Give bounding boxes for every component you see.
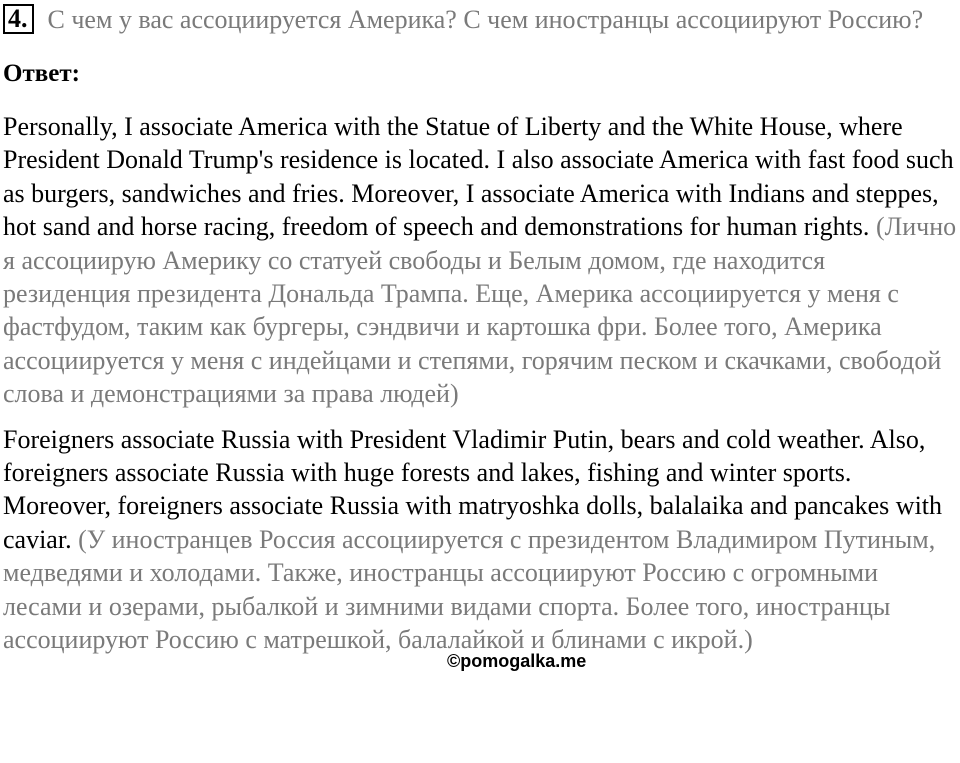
answer-paragraph-2 — [3, 423, 959, 657]
question — [3, 4, 959, 36]
answer-paragraph-2-english: Foreigners associate Russia with President Vladimir Putin, bears and cold weather. Also, foreigners associate Russia with huge forests and lakes, fishing and winter sports. Moreover, foreigners associate Russia with matryoshka dolls, balalaika and pancakes with caviar. — [3, 424, 943, 554]
answer-paragraph-1-translation: (Лично я ассоциирую Америку со статуей свободы и Белым домом, где находится резиденция президента Дональда Трампа. Еще, Америка ассоциируется у меня с фастфудом, таким как бургеры, сэндвичи и картошка фри. Более того, Америка ассоциируется у меня с индейцами и степями, горячим песком и скачками, свободой слова и демонстрациями за права людей) — [3, 212, 957, 409]
question-number: 4. — [3, 4, 34, 34]
answer-paragraph-2-translation: (У иностранцев Россия ассоциируется с президентом Владимиром Путиным, медведями и холодами. Также, иностранцы ассоциируют Россию с огромными лесами и озерами, рыбалкой и зимними видами спорта. Более того, иностранцы ассоциируют Россию с матрешкой, балалайкой и блинами с икрой.) — [3, 524, 936, 655]
answer-paragraph-1-english: Personally, I associate America with the Statue of Liberty and the White House, where President Donald Trump's residence is located. I also associate America with fast food such as burgers, sandwiches and fries. Moreover, I associate America with Indians and steppes, hot sand and horse racing, freedom of speech and demonstrations for human rights. — [3, 112, 954, 242]
answer-label: Ответ: — [3, 60, 80, 87]
document-page — [3, 4, 959, 657]
answer-paragraph-1 — [3, 110, 959, 411]
watermark: ©pomogalka.me — [447, 651, 587, 671]
question-text: С чем у вас ассоциируется Америка? С чем иностранцы ассоциируют Россию? — [47, 5, 924, 34]
